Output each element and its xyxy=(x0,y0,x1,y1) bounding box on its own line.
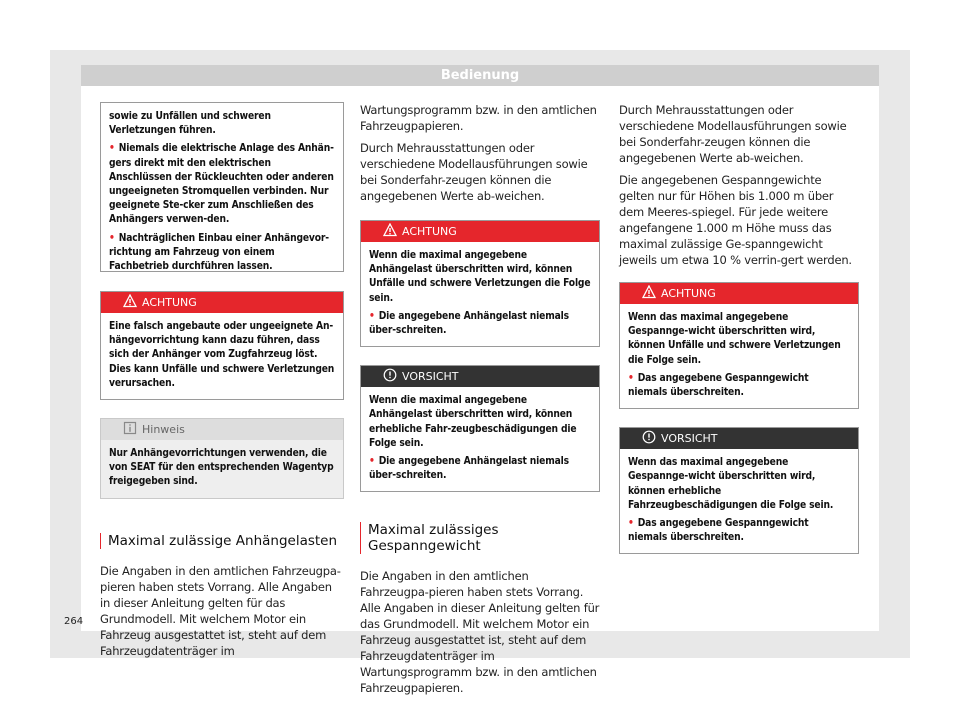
achtung-header: ACHTUNG xyxy=(620,283,858,304)
bullet-icon: • xyxy=(628,518,634,530)
bullet-icon: • xyxy=(109,143,115,155)
warning-triangle-icon xyxy=(642,285,656,299)
bullet-icon: • xyxy=(109,232,115,244)
vorsicht-text: Wenn die maximal angegebene Anhängelast überschritten wird, können erhebliche Fahr-zeugbeschädigungen die Folge sein. xyxy=(369,395,577,449)
hinweis-header: Hinweis xyxy=(101,419,343,440)
achtung-box xyxy=(619,282,859,409)
achtung-text: Wenn die maximal angegebene Anhängelast überschritten wird, können Unfälle und schwere Verletzungen die Folge sein. xyxy=(369,250,591,304)
info-icon xyxy=(123,421,137,435)
paragraph: Durch Mehrausstattungen oder verschiedene Modellausführungen sowie bei Sonderfahr-zeugen können die angegebenen Werte ab-weichen. xyxy=(619,103,847,165)
achtung-header: ACHTUNG xyxy=(361,221,599,242)
achtung-header: ACHTUNG xyxy=(101,292,343,313)
warning-triangle-icon xyxy=(123,294,137,308)
achtung-box xyxy=(360,220,600,347)
achtung-box xyxy=(100,291,344,400)
paragraph-group xyxy=(360,102,600,204)
bullet-icon: • xyxy=(628,372,634,384)
vorsicht-text: Wenn das maximal angegebene Gespannge-wicht überschritten wird, können erhebliche Fahrzeugbeschädigungen die Folge sein. xyxy=(628,457,834,511)
paragraph: Die angegebenen Gespanngewichte gelten nur für Höhen bis 1.000 m über dem Meeres-spiegel. Für jede weitere angefangene 1.000 m Höhe muss das maximal zulässige Ge-spanngewicht jeweils um etwa 10 % verrin-gert werden. xyxy=(619,173,852,267)
bullet-icon: • xyxy=(369,456,375,468)
page-number: 264 xyxy=(64,616,84,627)
vorsicht-bullet: • Die angegebene Anhängelast niemals über-schreiten. xyxy=(369,456,569,482)
paragraph: Wartungsprogramm bzw. in den amtlichen Fahrzeugpapieren. xyxy=(360,103,597,133)
vorsicht-bullet: • Das angegebene Gespanngewicht niemals überschreiten. xyxy=(628,518,809,544)
bullet-icon: • xyxy=(369,310,375,322)
warning-line-2: • Niemals die elektrische Anlage des Anhän-gers direkt mit den elektrischen Anschlüssen der Rückleuchten oder anderen ungeeigneten Stromquellen verbinden. Nur geeignete Ste-cker zum Anschließen des Anhängers verwen-den. xyxy=(109,143,334,226)
section-title-gespanngewicht: Maximal zulässiges Gespanngewicht xyxy=(360,522,600,554)
achtung-text: Eine falsch angebaute oder ungeeignete An-hängevorrichtung kann dazu führen, dass sich der Anhänger vom Zugfahrzeug löst. Dies kann Unfälle und schwere Verletzungen verursachen. xyxy=(109,321,335,389)
achtung-text: Wenn das maximal angegebene Gespannge-wicht überschritten wird, können Unfälle und schwere Verletzungen die Folge sein. xyxy=(628,312,841,366)
caution-circle-icon xyxy=(642,430,656,444)
warning-triangle-icon xyxy=(383,223,397,237)
vorsicht-box xyxy=(619,427,859,554)
hinweis-box xyxy=(100,418,344,499)
vorsicht-header: VORSICHT xyxy=(620,428,858,449)
warning-continuation-box xyxy=(100,102,344,272)
column-1 xyxy=(100,102,344,659)
hinweis-text: Nur Anhängevorrichtungen verwenden, die von SEAT für den entsprechenden Wagentyp freigegeben sind. xyxy=(109,448,334,488)
vorsicht-box xyxy=(360,365,600,492)
warning-line-3: • Nachträglichen Einbau einer Anhängevor-richtung am Fahrzeug von einem Fachbetrieb durchführen lassen. xyxy=(109,232,329,273)
paragraph: Die Angaben in den amtlichen Fahrzeugpa-pieren haben stets Vorrang. Alle Angaben in dieser Anleitung gelten für das Grundmodell. Mit welchem Motor ein Fahrzeug ausgestattet ist, steht auf dem Fahrzeugdatenträger im Wartungsprogramm bzw. in den amtlichen Fahrzeugpapieren. xyxy=(360,569,600,696)
warning-line-1: sowie zu Unfällen und schweren Verletzungen führen. xyxy=(109,111,271,137)
column-2 xyxy=(360,102,600,696)
page-header: Bedienung xyxy=(81,65,879,86)
achtung-bullet: • Die angegebene Anhängelast niemals über-schreiten. xyxy=(369,310,569,337)
paragraph: Durch Mehrausstattungen oder verschiedene Modellausführungen sowie bei Sonderfahr-zeugen können die angegebenen Werte ab-weichen. xyxy=(360,141,588,203)
caution-circle-icon xyxy=(383,368,397,382)
vorsicht-header: VORSICHT xyxy=(361,366,599,387)
paragraph-group xyxy=(619,102,859,268)
manual-page xyxy=(81,65,879,696)
achtung-bullet: • Das angegebene Gespanngewicht niemals überschreiten. xyxy=(628,372,809,399)
column-3 xyxy=(619,102,859,554)
paragraph: Die Angaben in den amtlichen Fahrzeugpa-pieren haben stets Vorrang. Alle Angaben in dieser Anleitung gelten für das Grundmodell. Mit welchem Motor ein Fahrzeug ausgestattet ist, steht auf dem Fahrzeugdatenträger im xyxy=(100,563,341,658)
section-title-anhaengelasten: Maximal zulässige Anhängelasten xyxy=(100,533,344,549)
